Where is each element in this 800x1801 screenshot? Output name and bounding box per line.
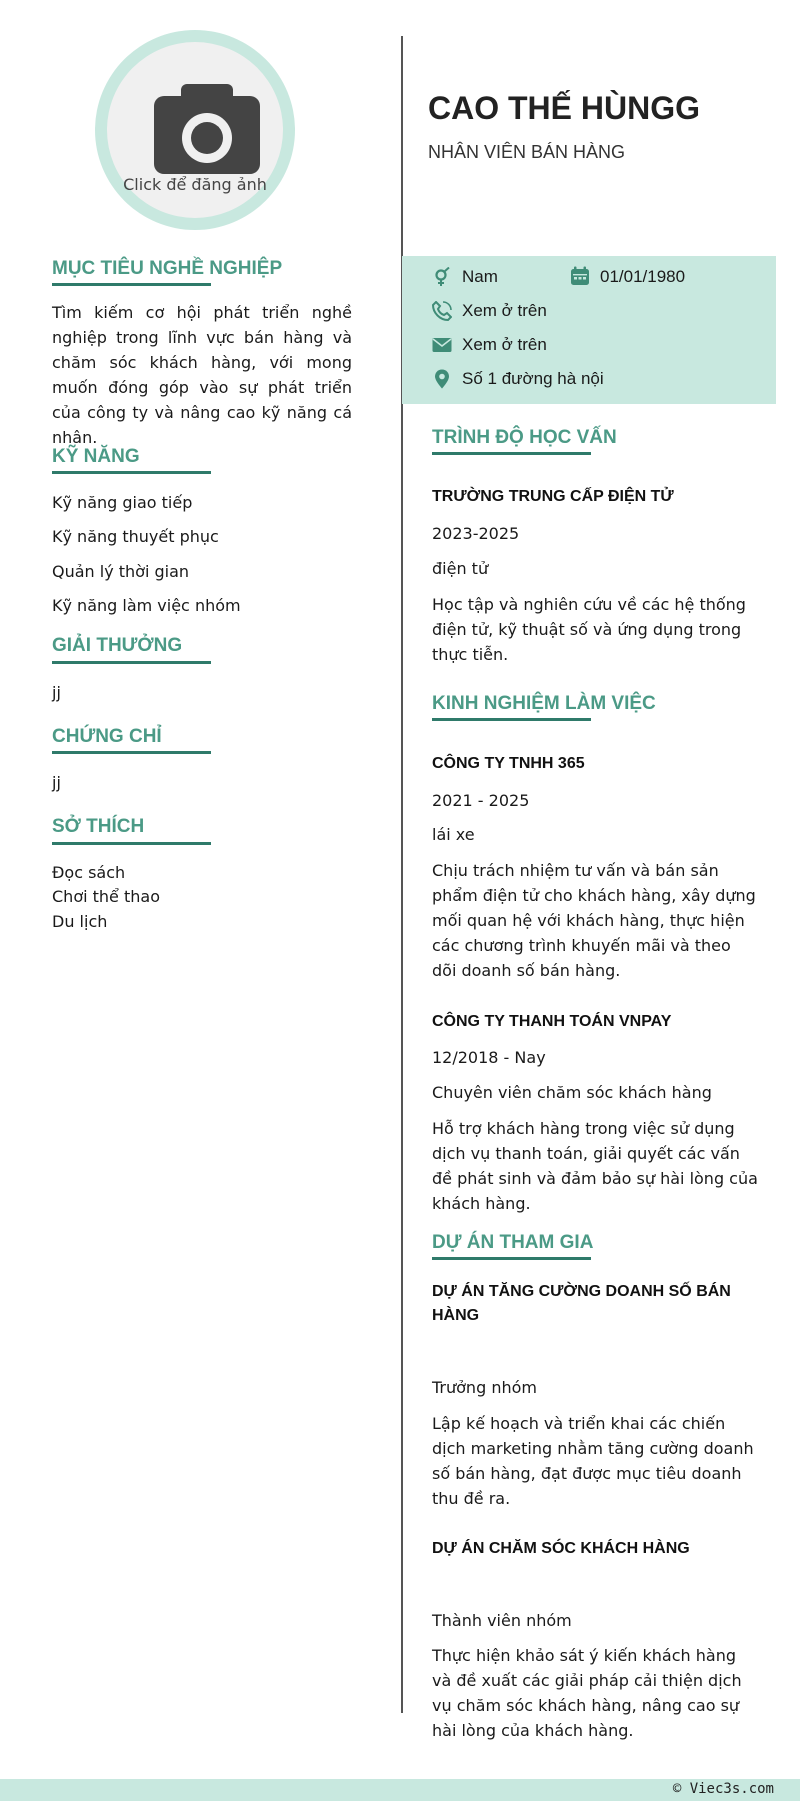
- job-description: Chịu trách nhiệm tư vấn và bán sản phẩm điện tử cho khách hàng, xây dựng mối quan hệ với khách hàng, thực hiện các chương trình khuyến mãi và theo dõi doanh số bán hàng.: [432, 861, 756, 980]
- project-role: Thành viên nhóm: [432, 1611, 572, 1630]
- certificates-title: CHỨNG CHỈ: [52, 726, 162, 747]
- avatar-placeholder[interactable]: [107, 42, 283, 218]
- hobby-item: Du lịch: [52, 912, 108, 931]
- avatar-upload-label[interactable]: Click để đăng ảnh: [123, 175, 267, 194]
- skill-item: Kỹ năng làm việc nhóm: [52, 596, 241, 615]
- experience-title: KINH NGHIỆM LÀM VIỆC: [432, 693, 656, 714]
- awards-text: jj: [52, 683, 61, 702]
- candidate-position: NHÂN VIÊN BÁN HÀNG: [428, 142, 626, 162]
- projects-underline: [432, 1257, 591, 1260]
- awards-title: GIẢI THƯỞNG: [52, 635, 183, 656]
- certificates-underline: [52, 751, 211, 754]
- hobbies-underline: [52, 842, 211, 845]
- footer-bar: [0, 1779, 800, 1801]
- project-description: Lập kế hoạch và triển khai các chiến dịch marketing nhằm tăng cường doanh số bán hàng, đạt được mục tiêu doanh thu đề ra.: [432, 1414, 754, 1508]
- skills-underline: [52, 471, 211, 474]
- candidate-name: CAO THẾ HÙNGG: [428, 90, 700, 126]
- job-role: lái xe: [432, 825, 475, 844]
- camera-lens-inner: [191, 122, 223, 154]
- awards-underline: [52, 661, 211, 664]
- education-period: 2023-2025: [432, 524, 520, 543]
- education-major: điện tử: [432, 559, 489, 578]
- experience-underline: [432, 718, 591, 721]
- skills-title: KỸ NĂNG: [52, 446, 140, 467]
- skill-item: Kỹ năng giao tiếp: [52, 493, 193, 512]
- objective-text: Tìm kiếm cơ hội phát triển nghề nghiệp trong lĩnh vực bán hàng và chăm sóc khách hàng, với mong muốn đóng góp vào sự phát triển của công ty và nâng cao kỹ năng cá nhân.: [52, 303, 352, 447]
- gender-icon: [432, 267, 452, 287]
- hobby-item: Chơi thể thao: [52, 887, 160, 906]
- birthday-value: 01/01/1980: [600, 267, 686, 286]
- project-name: DỰ ÁN CHĂM SÓC KHÁCH HÀNG: [432, 1540, 690, 1557]
- hobby-item: Đọc sách: [52, 863, 126, 882]
- hobbies-title: SỞ THÍCH: [52, 816, 145, 837]
- email-icon: [432, 335, 452, 355]
- objective-title: MỤC TIÊU NGHỀ NGHIỆP: [52, 258, 283, 279]
- footer-copyright[interactable]: © Viec3s.com: [672, 1781, 774, 1797]
- education-underline: [432, 452, 591, 455]
- education-school: TRƯỜNG TRUNG CẤP ĐIỆN TỬ: [432, 488, 674, 505]
- address-value: Số 1 đường hà nội: [462, 369, 604, 388]
- education-description: Học tập và nghiên cứu về các hệ thống điện tử, kỹ thuật số và ứng dụng trong thực tiễn.: [432, 595, 746, 664]
- education-title: TRÌNH ĐỘ HỌC VẤN: [432, 427, 617, 448]
- avatar-upload[interactable]: [95, 30, 295, 230]
- job-company: CÔNG TY THANH TOÁN VNPAY: [432, 1013, 672, 1030]
- projects-title: DỰ ÁN THAM GIA: [432, 1232, 594, 1253]
- skill-item: Quản lý thời gian: [52, 562, 190, 581]
- gender-value: Nam: [462, 267, 498, 286]
- job-period: 12/2018 - Nay: [432, 1048, 546, 1067]
- contact-info-panel: [402, 256, 776, 404]
- job-description: Hỗ trợ khách hàng trong việc sử dụng dịch vụ thanh toán, giải quyết các vấn đề phát sinh và đảm bảo sự hài lòng của khách hàng.: [432, 1119, 758, 1213]
- skill-item: Kỹ năng thuyết phục: [52, 527, 219, 546]
- certificates-text: jj: [52, 773, 61, 792]
- project-role: Trưởng nhóm: [432, 1378, 537, 1397]
- email-value: Xem ở trên: [462, 335, 547, 354]
- project-name: DỰ ÁN TĂNG CƯỜNG DOANH SỐ BÁN HÀNG: [432, 1283, 731, 1324]
- location-pin-icon: [432, 369, 452, 389]
- objective-underline: [52, 283, 211, 286]
- job-period: 2021 - 2025: [432, 791, 530, 810]
- calendar-icon: [570, 266, 590, 286]
- phone-value: Xem ở trên: [462, 301, 547, 320]
- project-description: Thực hiện khảo sát ý kiến khách hàng và đề xuất các giải pháp cải thiện dịch vụ chăm sóc khách hàng, nâng cao sự hài lòng của khách hàng.: [432, 1646, 742, 1740]
- phone-icon: [432, 301, 452, 321]
- job-role: Chuyên viên chăm sóc khách hàng: [432, 1083, 712, 1102]
- job-company: CÔNG TY TNHH 365: [432, 755, 585, 772]
